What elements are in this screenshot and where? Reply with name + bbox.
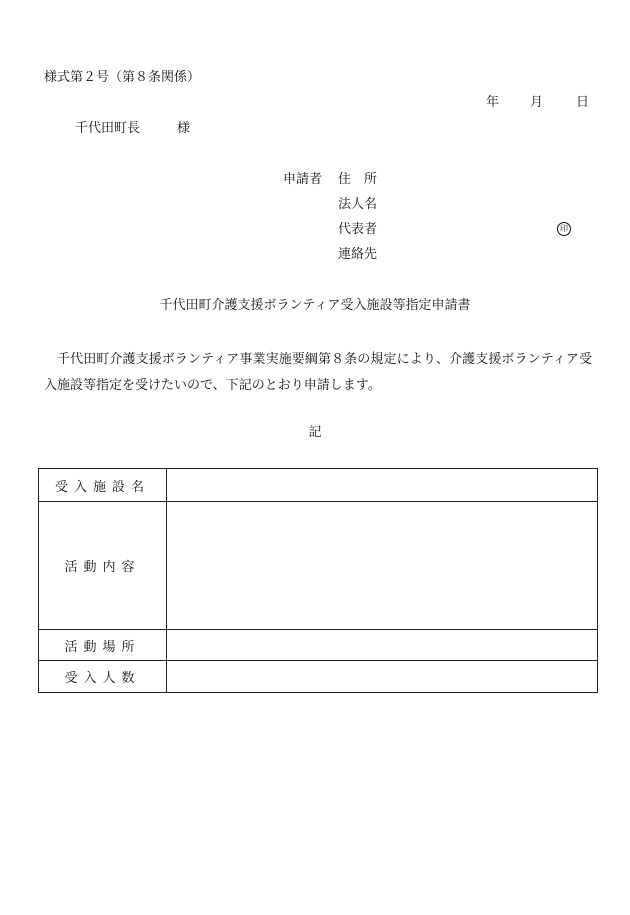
- facility-name-field[interactable]: [167, 469, 598, 502]
- table-row: [39, 502, 598, 630]
- applicant-label: 申請者: [283, 172, 323, 187]
- addressee-name: 千代田町長: [75, 121, 141, 136]
- contact-label: 連絡先: [338, 247, 378, 262]
- seal-icon: 印: [557, 222, 571, 236]
- document-title: 千代田町介護支援ボランティア受入施設等指定申請書: [159, 298, 471, 313]
- table-row: [39, 630, 598, 661]
- date-year-label: 年: [486, 95, 500, 110]
- form-number: 様式第２号（第８条関係）: [44, 70, 201, 85]
- facility-name-label: 受入施設名: [39, 469, 167, 502]
- representative-label: 代表者: [338, 222, 378, 237]
- application-info-table: [38, 468, 598, 693]
- application-body-text: 千代田町介護支援ボランティア事業実施要綱第８条の規定により、介護支援ボランティア受入施設等指定を受けたいので、下記のとおり申請します。: [44, 352, 592, 393]
- date-month-label: 月: [530, 95, 544, 110]
- corporation-name-label: 法人名: [338, 197, 378, 212]
- address-label: 住 所: [338, 172, 378, 187]
- table-row: [39, 469, 598, 502]
- activity-place-field[interactable]: [167, 630, 598, 661]
- ki-heading: 記: [308, 425, 322, 440]
- activity-content-field[interactable]: [167, 502, 598, 630]
- accept-count-label: 受入人数: [39, 661, 167, 693]
- table-row: [39, 661, 598, 693]
- accept-count-field[interactable]: [167, 661, 598, 693]
- date-day-label: 日: [576, 95, 590, 110]
- addressee-honorific: 様: [177, 121, 191, 136]
- activity-content-label: 活動内容: [39, 502, 167, 630]
- activity-place-label: 活動場所: [39, 630, 167, 661]
